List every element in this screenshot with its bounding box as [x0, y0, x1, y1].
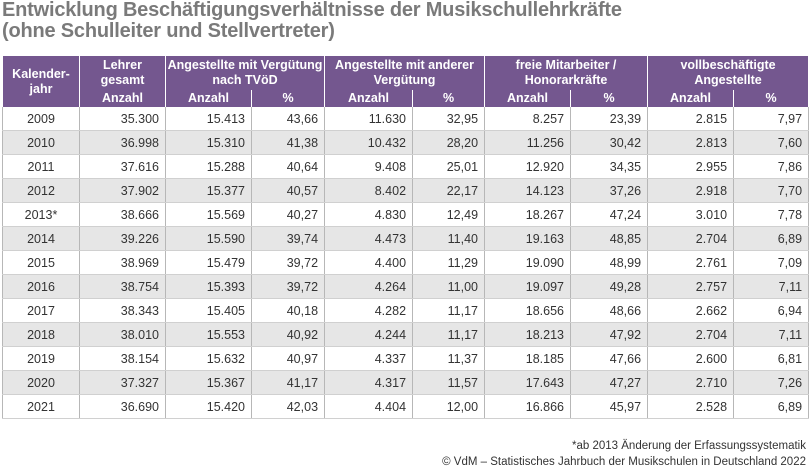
value-cell: 7,11	[734, 323, 809, 347]
value-cell: 4.404	[325, 395, 413, 419]
subheader-cell: %	[252, 90, 325, 107]
value-cell: 2.704	[648, 227, 734, 251]
year-cell: 2010	[3, 131, 80, 155]
value-cell: 11,17	[413, 299, 485, 323]
value-cell: 22,17	[413, 179, 485, 203]
value-cell: 39,72	[252, 251, 325, 275]
value-cell: 11,17	[413, 323, 485, 347]
value-cell: 48,85	[571, 227, 648, 251]
value-cell: 2.662	[648, 299, 734, 323]
value-cell: 15.553	[166, 323, 252, 347]
value-cell: 38.754	[80, 275, 166, 299]
value-cell: 4.317	[325, 371, 413, 395]
value-cell: 39,72	[252, 275, 325, 299]
value-cell: 40,64	[252, 155, 325, 179]
value-cell: 6,89	[734, 395, 809, 419]
value-cell: 15.413	[166, 107, 252, 131]
value-cell: 15.310	[166, 131, 252, 155]
value-cell: 9.408	[325, 155, 413, 179]
value-cell: 19.163	[485, 227, 571, 251]
value-cell: 7,70	[734, 179, 809, 203]
value-cell: 2.710	[648, 371, 734, 395]
value-cell: 4.244	[325, 323, 413, 347]
value-cell: 15.420	[166, 395, 252, 419]
value-cell: 15.367	[166, 371, 252, 395]
value-cell: 35.300	[80, 107, 166, 131]
table-row	[3, 395, 809, 419]
value-cell: 2.761	[648, 251, 734, 275]
value-cell: 15.377	[166, 179, 252, 203]
value-cell: 15.479	[166, 251, 252, 275]
value-cell: 47,27	[571, 371, 648, 395]
year-cell: 2015	[3, 251, 80, 275]
value-cell: 2.815	[648, 107, 734, 131]
subheader-cell: Anzahl	[166, 90, 252, 107]
value-cell: 38.154	[80, 347, 166, 371]
year-cell: 2020	[3, 371, 80, 395]
source-credit: © VdM – Statistisches Jahrbuch der Musikschulen in Deutschland 2022	[442, 456, 806, 468]
value-cell: 39.226	[80, 227, 166, 251]
value-cell: 17.643	[485, 371, 571, 395]
value-cell: 4.400	[325, 251, 413, 275]
value-cell: 15.405	[166, 299, 252, 323]
header-teachers-total: Lehrer gesamt	[80, 56, 166, 90]
value-cell: 4.337	[325, 347, 413, 371]
year-cell: 2013*	[3, 203, 80, 227]
value-cell: 15.393	[166, 275, 252, 299]
value-cell: 11,37	[413, 347, 485, 371]
table-row	[3, 227, 809, 251]
value-cell: 11,00	[413, 275, 485, 299]
value-cell: 40,97	[252, 347, 325, 371]
value-cell: 41,38	[252, 131, 325, 155]
value-cell: 7,97	[734, 107, 809, 131]
footnote: *ab 2013 Änderung der Erfassungssystematik	[572, 440, 806, 452]
value-cell: 40,92	[252, 323, 325, 347]
value-cell: 18.213	[485, 323, 571, 347]
header-fulltime: vollbeschäftigte Angestellte	[648, 56, 809, 90]
value-cell: 38.343	[80, 299, 166, 323]
value-cell: 8.402	[325, 179, 413, 203]
value-cell: 42,03	[252, 395, 325, 419]
subheader-cell: Anzahl	[648, 90, 734, 107]
value-cell: 4.264	[325, 275, 413, 299]
value-cell: 48,66	[571, 299, 648, 323]
value-cell: 34,35	[571, 155, 648, 179]
header-freelance: freie Mitarbeiter / Honorarkräfte	[485, 56, 648, 90]
value-cell: 15.590	[166, 227, 252, 251]
year-cell: 2014	[3, 227, 80, 251]
value-cell: 47,92	[571, 323, 648, 347]
value-cell: 40,57	[252, 179, 325, 203]
value-cell: 37.616	[80, 155, 166, 179]
value-cell: 30,42	[571, 131, 648, 155]
value-cell: 47,24	[571, 203, 648, 227]
value-cell: 37.902	[80, 179, 166, 203]
value-cell: 7,86	[734, 155, 809, 179]
year-cell: 2016	[3, 275, 80, 299]
value-cell: 47,66	[571, 347, 648, 371]
title-line-1: Entwicklung Beschäftigungsverhältnisse der Musikschullehrkräfte	[2, 0, 622, 21]
table-row	[3, 371, 809, 395]
year-cell: 2011	[3, 155, 80, 179]
table-row	[3, 155, 809, 179]
subheader-cell: %	[734, 90, 809, 107]
table-row	[3, 299, 809, 323]
value-cell: 2.528	[648, 395, 734, 419]
value-cell: 36.998	[80, 131, 166, 155]
year-cell: 2017	[3, 299, 80, 323]
value-cell: 15.288	[166, 155, 252, 179]
table-body	[3, 107, 809, 419]
table-row	[3, 323, 809, 347]
value-cell: 18.267	[485, 203, 571, 227]
table-row	[3, 347, 809, 371]
value-cell: 7,09	[734, 251, 809, 275]
value-cell: 11,29	[413, 251, 485, 275]
value-cell: 38.969	[80, 251, 166, 275]
value-cell: 12.920	[485, 155, 571, 179]
value-cell: 7,26	[734, 371, 809, 395]
value-cell: 11.256	[485, 131, 571, 155]
value-cell: 15.632	[166, 347, 252, 371]
value-cell: 23,39	[571, 107, 648, 131]
table-row	[3, 179, 809, 203]
value-cell: 16.866	[485, 395, 571, 419]
value-cell: 40,18	[252, 299, 325, 323]
value-cell: 2.704	[648, 323, 734, 347]
value-cell: 40,27	[252, 203, 325, 227]
header-other-pay: Angestellte mit anderer Vergütung	[325, 56, 485, 90]
value-cell: 43,66	[252, 107, 325, 131]
value-cell: 8.257	[485, 107, 571, 131]
value-cell: 11.630	[325, 107, 413, 131]
value-cell: 25,01	[413, 155, 485, 179]
value-cell: 2.955	[648, 155, 734, 179]
subheader-cell: Anzahl	[325, 90, 413, 107]
header-row-groups	[3, 56, 809, 90]
value-cell: 3.010	[648, 203, 734, 227]
value-cell: 37,26	[571, 179, 648, 203]
value-cell: 38.010	[80, 323, 166, 347]
title-line-2: (ohne Schulleiter und Stellvertreter)	[2, 20, 335, 42]
value-cell: 11,57	[413, 371, 485, 395]
subheader-cell: Anzahl	[485, 90, 571, 107]
value-cell: 2.757	[648, 275, 734, 299]
value-cell: 48,99	[571, 251, 648, 275]
value-cell: 37.327	[80, 371, 166, 395]
table-row	[3, 275, 809, 299]
value-cell: 4.473	[325, 227, 413, 251]
year-cell: 2012	[3, 179, 80, 203]
value-cell: 45,97	[571, 395, 648, 419]
subheader-cell: %	[413, 90, 485, 107]
value-cell: 10.432	[325, 131, 413, 155]
subheader-cell: %	[571, 90, 648, 107]
value-cell: 4.282	[325, 299, 413, 323]
subheader-cell: Anzahl	[80, 90, 166, 107]
value-cell: 12,00	[413, 395, 485, 419]
table-row	[3, 251, 809, 275]
header-row-units	[3, 90, 809, 107]
header-year: Kalender-jahr	[3, 56, 80, 107]
value-cell: 2.813	[648, 131, 734, 155]
value-cell: 19.090	[485, 251, 571, 275]
value-cell: 36.690	[80, 395, 166, 419]
value-cell: 38.666	[80, 203, 166, 227]
year-cell: 2019	[3, 347, 80, 371]
value-cell: 19.097	[485, 275, 571, 299]
value-cell: 14.123	[485, 179, 571, 203]
value-cell: 28,20	[413, 131, 485, 155]
year-cell: 2018	[3, 323, 80, 347]
value-cell: 49,28	[571, 275, 648, 299]
value-cell: 6,89	[734, 227, 809, 251]
value-cell: 32,95	[413, 107, 485, 131]
value-cell: 4.830	[325, 203, 413, 227]
value-cell: 2.600	[648, 347, 734, 371]
value-cell: 7,78	[734, 203, 809, 227]
year-cell: 2021	[3, 395, 80, 419]
value-cell: 2.918	[648, 179, 734, 203]
value-cell: 39,74	[252, 227, 325, 251]
value-cell: 12,49	[413, 203, 485, 227]
value-cell: 7,11	[734, 275, 809, 299]
value-cell: 6,94	[734, 299, 809, 323]
table-row	[3, 203, 809, 227]
value-cell: 15.569	[166, 203, 252, 227]
value-cell: 41,17	[252, 371, 325, 395]
value-cell: 11,40	[413, 227, 485, 251]
employment-table	[2, 56, 809, 419]
page-title	[2, 0, 808, 42]
value-cell: 18.656	[485, 299, 571, 323]
table-row	[3, 107, 809, 131]
value-cell: 7,60	[734, 131, 809, 155]
header-tvoed: Angestellte mit Vergütung nach TVöD	[166, 56, 325, 90]
value-cell: 6,81	[734, 347, 809, 371]
table-row	[3, 131, 809, 155]
value-cell: 18.185	[485, 347, 571, 371]
year-cell: 2009	[3, 107, 80, 131]
